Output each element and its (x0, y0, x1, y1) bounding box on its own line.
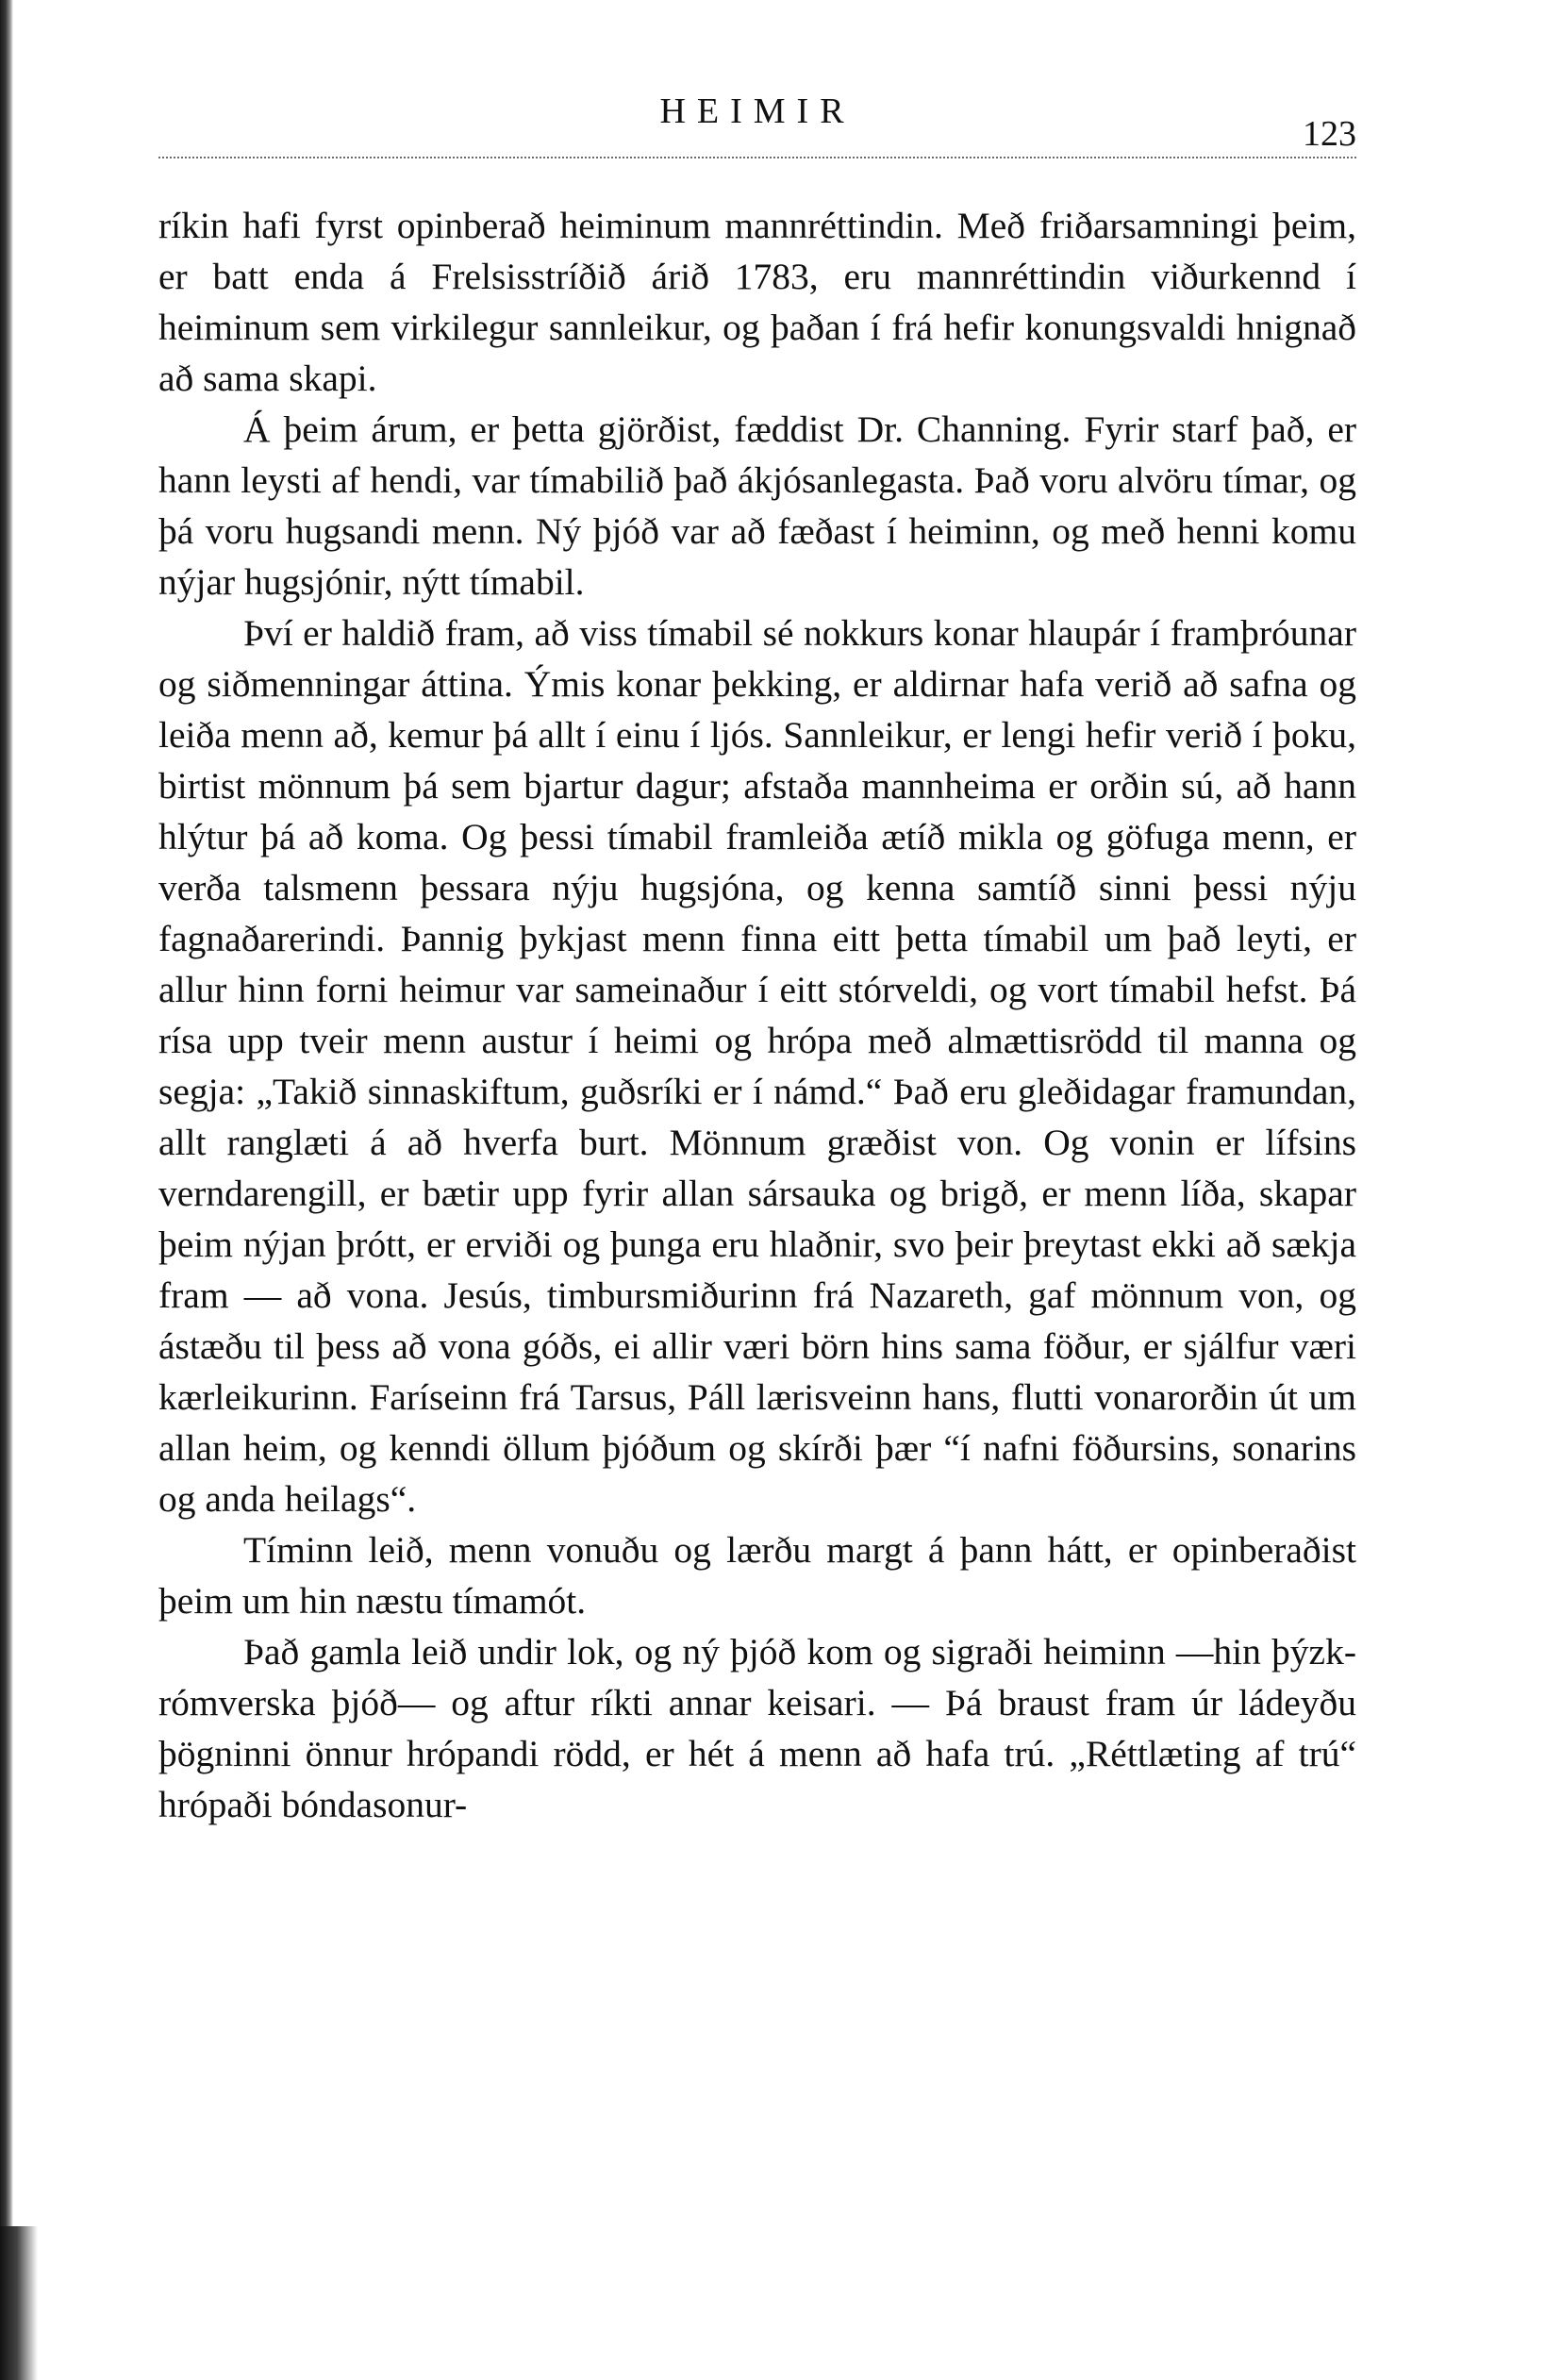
running-header (158, 83, 1356, 154)
book-spine-shadow (0, 2226, 38, 2380)
book-page (158, 83, 1356, 1830)
page-body (158, 200, 1356, 1830)
paragraph-3: Því er haldið fram, að viss tímabil sé nokkurs konar hlaupár í framþróunar og siðmenningar áttina. Ýmis konar þekking, er aldirnar hafa verið að safna og leiða menn að, kemur þá allt í einu í ljós. Sannleikur, er lengi hefir verið í þoku, birtist mönnum þá sem bjartur dagur; afstaða mannheima er orðin sú, að hann hlýtur þá að koma. Og þessi tímabil framleiða ætíð mikla og göfuga menn, er verða talsmenn þessara nýju hugsjóna, og kenna samtíð sinni þessi nýju fagnaðarerindi. Þannig þykjast menn finna eitt þetta tímabil um það leyti, er allur hinn forni heimur var sameinaður í eitt stórveldi, og vort tímabil hefst. Þá rísa upp tveir menn austur í heimi og hrópa með almættisrödd til manna og segja: „Takið sinnaskiftum, guðsríki er í námd.“ Það eru gleðidagar framundan, allt ranglæti á að hverfa burt. Mönnum græðist von. Og vonin er lífsins verndarengill, er bætir upp fyrir allan sársauka og brigð, er menn líða, skapar þeim nýjan þrótt, er erviði og þunga eru hlaðnir, svo þeir þreytast ekki að sækja fram — að vona. Jesús, timbursmiðurinn frá Nazareth, gaf mönnum von, og ástæðu til þess að vona góðs, ei allir væri börn hins sama föður, er sjálfur væri kærleikurinn. Faríseinn frá Tarsus, Páll lærisveinn hans, flutti vonarorðin út um allan heim, og kenndi öllum þjóðum og skírði þær “í nafni föðursins, sonarins og anda heilags“. (158, 612, 1356, 1520)
paragraph-2: Á þeim árum, er þetta gjörðist, fæddist Dr. Channing. Fyrir starf það, er hann leysti af hendi, var tímabilið það ákjósanlegasta. Það voru alvöru tímar, og þá voru hugsandi menn. Ný þjóð var að fæðast í heiminn, og með henni komu nýjar hugsjónir, nýtt tímabil. (158, 408, 1356, 603)
paragraph-1: ríkin hafi fyrst opinberað heiminum mannréttindin. Með friðarsamningi þeim, er batt enda á Frelsisstríðið árið 1783, eru mannréttindin viðurkennd í heiminum sem virkilegur sannleikur, og þaðan í frá hefir konungsvaldi hnignað að sama skapi. (158, 205, 1356, 399)
paragraph-5: Það gamla leið undir lok, og ný þjóð kom og sigraði heiminn —hin þýzk-rómverska þjóð— og aftur ríkti annar keisari. — Þá braust fram úr ládeyðu þögninni önnur hrópandi rödd, er hét á menn að hafa trú. „Réttlæting af trú“ hrópaði bóndasonur- (158, 1631, 1356, 1825)
book-spine-edge (0, 0, 13, 2380)
page-number: 123 (1303, 114, 1356, 154)
header-rule (158, 157, 1356, 158)
running-title: HEIMIR (659, 92, 856, 131)
paragraph-4: Tíminn leið, menn vonuðu og lærðu margt á þann hátt, er opinberaðist þeim um hin næstu tímamót. (158, 1529, 1356, 1622)
